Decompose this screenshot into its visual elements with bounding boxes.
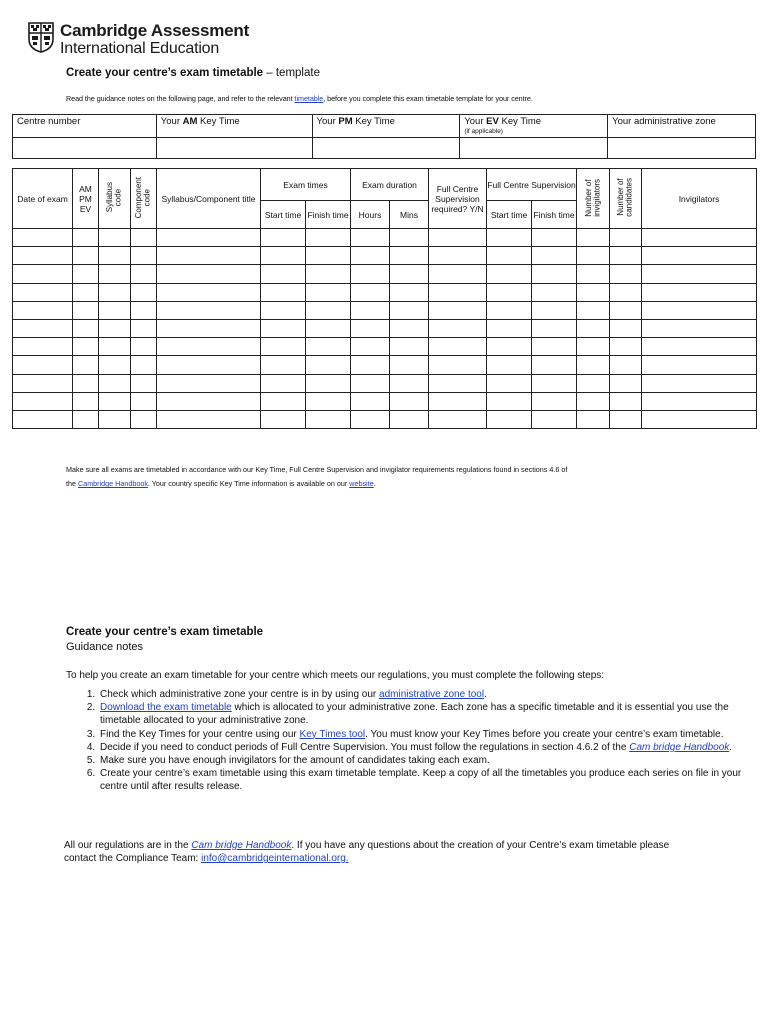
table-cell[interactable] (13, 374, 73, 392)
table-cell[interactable] (13, 410, 73, 428)
table-row (13, 392, 757, 410)
table-cell[interactable] (351, 338, 390, 356)
table-cell[interactable] (13, 301, 73, 319)
fcs-required-header: Full Centre Supervision required? Y/N (429, 169, 487, 229)
table-cell[interactable] (532, 265, 577, 283)
table-cell[interactable] (99, 410, 131, 428)
ev-note: (if applicable) (464, 128, 503, 135)
table-cell[interactable] (73, 301, 99, 319)
table-cell[interactable] (429, 247, 487, 265)
table-cell[interactable] (99, 283, 131, 301)
table-cell[interactable] (157, 338, 261, 356)
table-cell[interactable] (351, 247, 390, 265)
key-times-tool-link[interactable]: Key Times tool (299, 728, 366, 740)
table-cell[interactable] (131, 229, 157, 247)
table-cell[interactable] (532, 410, 577, 428)
table-cell[interactable] (487, 301, 532, 319)
fcs-finish-header: Finish time (532, 201, 577, 229)
download-timetable-link[interactable]: Download the exam timetable (100, 702, 232, 714)
table-cell[interactable] (13, 247, 73, 265)
table-cell[interactable] (429, 229, 487, 247)
table-row (13, 410, 757, 428)
table-cell[interactable] (577, 338, 610, 356)
table-cell[interactable] (642, 283, 757, 301)
table-cell[interactable] (532, 392, 577, 410)
step-2: 2. Download the exam timetable which is allocated to your administrative zone. Each zone has a specific timetable and it is essential you use the timetable allocated to your administrative zone. (98, 701, 748, 727)
table-cell[interactable] (73, 338, 99, 356)
table-cell[interactable] (73, 229, 99, 247)
table-row (13, 374, 757, 392)
table-cell[interactable] (157, 319, 261, 337)
table-cell[interactable] (577, 319, 610, 337)
table-cell[interactable] (73, 319, 99, 337)
table-cell[interactable] (131, 247, 157, 265)
table-cell[interactable] (157, 265, 261, 283)
table-cell[interactable] (429, 356, 487, 374)
am-key-time-label: Your AM Key Time (156, 115, 312, 138)
admin-zone-label: Your administrative zone (608, 115, 756, 138)
step-4: 4. Decide if you need to conduct periods of Full Centre Supervision. You must follow the regulations in section 4.6.2 of the Cam bridge Handbook. (98, 741, 748, 754)
regulations-note: Make sure all exams are timetabled in accordance with our Key Time, Full Centre Supervision and invigilator requirements regulations found in sections 4.6 of the Cambridge Handbook. Your country specific Key Time information is available on our website. (66, 465, 568, 488)
table-cell[interactable] (99, 301, 131, 319)
table-cell[interactable] (351, 229, 390, 247)
table-cell[interactable] (157, 356, 261, 374)
table-cell[interactable] (157, 374, 261, 392)
table-cell[interactable] (73, 356, 99, 374)
table-cell[interactable] (306, 265, 351, 283)
table-cell[interactable] (532, 356, 577, 374)
centre-number-field[interactable] (13, 138, 157, 159)
exam-times-header: Exam times (261, 169, 351, 201)
date-of-exam-header: Date of exam (13, 169, 73, 229)
logo-line-1: Cambridge Assessment (60, 21, 250, 40)
table-cell[interactable] (99, 247, 131, 265)
table-cell[interactable] (642, 229, 757, 247)
table-cell[interactable] (610, 410, 642, 428)
table-cell[interactable] (306, 319, 351, 337)
table-cell[interactable] (99, 392, 131, 410)
table-cell[interactable] (306, 229, 351, 247)
table-cell[interactable] (610, 265, 642, 283)
table-cell[interactable] (532, 319, 577, 337)
guidance-steps (66, 688, 748, 794)
table-cell[interactable] (261, 229, 306, 247)
table-cell[interactable] (157, 301, 261, 319)
admin-zone-field[interactable] (608, 138, 756, 159)
ev-key-time-field[interactable] (460, 138, 608, 159)
exam-duration-header: Exam duration (351, 169, 429, 201)
table-cell[interactable] (13, 392, 73, 410)
mins-header: Mins (390, 201, 429, 229)
table-cell[interactable] (577, 356, 610, 374)
table-cell[interactable] (13, 338, 73, 356)
table-cell[interactable] (610, 229, 642, 247)
table-cell[interactable] (610, 356, 642, 374)
table-cell[interactable] (610, 319, 642, 337)
table-cell[interactable] (390, 247, 429, 265)
table-cell[interactable] (642, 247, 757, 265)
table-cell[interactable] (610, 283, 642, 301)
table-cell[interactable] (429, 301, 487, 319)
table-cell[interactable] (13, 319, 73, 337)
table-cell[interactable] (390, 229, 429, 247)
table-cell[interactable] (610, 392, 642, 410)
table-cell[interactable] (261, 247, 306, 265)
table-cell[interactable] (99, 356, 131, 374)
table-cell[interactable] (577, 229, 610, 247)
handbook-link-footer[interactable]: Cam bridge Handbook (191, 840, 292, 851)
table-cell[interactable] (351, 410, 390, 428)
table-cell[interactable] (642, 319, 757, 337)
shield-icon (28, 22, 54, 53)
pm-key-time-field[interactable] (312, 138, 460, 159)
table-row (13, 301, 757, 319)
logo-line-2: International Education (60, 40, 220, 57)
table-cell[interactable] (99, 338, 131, 356)
admin-zone-tool-link[interactable]: administrative zone tool (379, 689, 485, 700)
table-cell[interactable] (577, 301, 610, 319)
table-cell[interactable] (131, 338, 157, 356)
step-1: 1. Check which administrative zone your centre is in by using our administrative zone tool. (98, 688, 748, 701)
intro-text: Read the guidance notes on the following page, and refer to the relevant timetable, before you complete this exam timetable template for your centre. (66, 94, 533, 103)
table-cell[interactable] (390, 392, 429, 410)
table-cell[interactable] (351, 392, 390, 410)
timetable-rows (13, 229, 757, 429)
table-row (13, 319, 757, 337)
table-cell[interactable] (131, 265, 157, 283)
table-cell[interactable] (610, 301, 642, 319)
step-3: 3. Find the Key Times for your centre using our Key Times tool. You must know your Key Times before you create your centre’s exam timetable. (98, 728, 748, 741)
table-cell[interactable] (13, 265, 73, 283)
guidance-intro: To help you create an exam timetable for your centre which meets our regulations, you must complete the following steps: (66, 670, 605, 681)
table-cell[interactable] (642, 392, 757, 410)
table-cell[interactable] (261, 410, 306, 428)
table-cell[interactable] (351, 356, 390, 374)
table-cell[interactable] (13, 356, 73, 374)
ev-key-time-label: Your EV Key Time (if applicable) (460, 115, 608, 138)
table-cell[interactable] (261, 319, 306, 337)
table-cell[interactable] (429, 338, 487, 356)
table-cell[interactable] (610, 247, 642, 265)
table-cell[interactable] (131, 283, 157, 301)
table-cell[interactable] (610, 374, 642, 392)
invigilators-header: Invigilators (642, 169, 757, 229)
table-cell[interactable] (487, 247, 532, 265)
table-cell[interactable] (157, 410, 261, 428)
table-cell[interactable] (131, 319, 157, 337)
table-cell[interactable] (487, 319, 532, 337)
table-cell[interactable] (306, 283, 351, 301)
table-cell[interactable] (306, 392, 351, 410)
table-cell[interactable] (261, 356, 306, 374)
table-cell[interactable] (642, 265, 757, 283)
table-cell[interactable] (13, 283, 73, 301)
table-cell[interactable] (131, 410, 157, 428)
table-cell[interactable] (532, 229, 577, 247)
table-cell[interactable] (306, 410, 351, 428)
step-5: 5. Make sure you have enough invigilators for the amount of candidates taking each exam. (98, 754, 748, 767)
document-title: Create your centre’s exam timetable – template (66, 67, 320, 79)
table-cell[interactable] (73, 283, 99, 301)
fcs-header: Full Centre Supervision (487, 169, 577, 201)
table-cell[interactable] (642, 338, 757, 356)
hours-header: Hours (351, 201, 390, 229)
table-cell[interactable] (157, 247, 261, 265)
centre-details-table (12, 114, 756, 159)
table-cell[interactable] (306, 301, 351, 319)
fcs-start-header: Start time (487, 201, 532, 229)
table-row (13, 338, 757, 356)
table-cell[interactable] (487, 229, 532, 247)
syllabus-code-header: Syllabus code (99, 169, 131, 229)
compliance-email-link[interactable]: info@cambridgeinternational.org. (201, 853, 349, 865)
num-invigilators-header: Number of invigilators (577, 169, 610, 229)
table-cell[interactable] (642, 410, 757, 428)
cambridge-logo (28, 22, 249, 58)
table-cell[interactable] (577, 265, 610, 283)
table-cell[interactable] (131, 356, 157, 374)
table-cell[interactable] (532, 283, 577, 301)
table-cell[interactable] (73, 247, 99, 265)
timetable-link[interactable]: timetable (294, 94, 324, 103)
session-header: AM PM EV (73, 169, 99, 229)
table-cell[interactable] (487, 410, 532, 428)
am-key-time-field[interactable] (156, 138, 312, 159)
table-cell[interactable] (577, 247, 610, 265)
table-cell[interactable] (261, 338, 306, 356)
table-row (13, 283, 757, 301)
website-link[interactable]: website (349, 479, 374, 488)
table-cell[interactable] (532, 338, 577, 356)
table-cell[interactable] (99, 229, 131, 247)
handbook-link[interactable]: Cambridge Handbook (78, 479, 148, 488)
table-cell[interactable] (642, 374, 757, 392)
table-cell[interactable] (390, 319, 429, 337)
table-cell[interactable] (99, 374, 131, 392)
table-row (13, 229, 757, 247)
table-cell[interactable] (99, 319, 131, 337)
table-cell[interactable] (351, 319, 390, 337)
table-cell[interactable] (577, 374, 610, 392)
table-cell[interactable] (73, 392, 99, 410)
component-code-header: Component code (131, 169, 157, 229)
finish-time-header: Finish time (306, 201, 351, 229)
table-cell[interactable] (13, 229, 73, 247)
table-cell[interactable] (429, 283, 487, 301)
table-row (13, 356, 757, 374)
table-cell[interactable] (261, 392, 306, 410)
start-time-header: Start time (261, 201, 306, 229)
table-cell[interactable] (306, 338, 351, 356)
table-cell[interactable] (131, 301, 157, 319)
syllabus-title-header: Syllabus/Component title (157, 169, 261, 229)
table-cell[interactable] (261, 374, 306, 392)
table-cell[interactable] (487, 356, 532, 374)
table-cell[interactable] (351, 283, 390, 301)
table-cell[interactable] (487, 265, 532, 283)
num-candidates-header: Number of candidates (610, 169, 642, 229)
table-cell[interactable] (577, 283, 610, 301)
table-cell[interactable] (429, 265, 487, 283)
table-cell[interactable] (487, 283, 532, 301)
table-cell[interactable] (532, 247, 577, 265)
table-cell[interactable] (306, 374, 351, 392)
table-cell[interactable] (429, 392, 487, 410)
table-cell[interactable] (390, 301, 429, 319)
table-cell[interactable] (429, 374, 487, 392)
table-cell[interactable] (351, 374, 390, 392)
table-cell[interactable] (261, 265, 306, 283)
table-cell[interactable] (429, 319, 487, 337)
table-cell[interactable] (577, 392, 610, 410)
table-cell[interactable] (261, 283, 306, 301)
handbook-link-step4[interactable]: Cam bridge Handbook (629, 741, 730, 753)
table-cell[interactable] (131, 374, 157, 392)
centre-number-label: Centre number (13, 115, 157, 138)
table-cell[interactable] (157, 392, 261, 410)
table-cell[interactable] (390, 356, 429, 374)
table-cell[interactable] (390, 338, 429, 356)
table-cell[interactable] (390, 283, 429, 301)
table-cell[interactable] (390, 374, 429, 392)
table-cell[interactable] (73, 265, 99, 283)
table-cell[interactable] (157, 283, 261, 301)
table-cell[interactable] (532, 374, 577, 392)
table-cell[interactable] (487, 392, 532, 410)
table-cell[interactable] (429, 410, 487, 428)
table-cell[interactable] (390, 265, 429, 283)
table-cell[interactable] (642, 301, 757, 319)
table-cell[interactable] (642, 356, 757, 374)
exam-timetable-table (12, 168, 757, 429)
table-cell[interactable] (306, 247, 351, 265)
guidance-subtitle: Guidance notes (66, 641, 144, 653)
step-6: 6. Create your centre’s exam timetable using this exam timetable template. Keep a copy of all the timetables you produce each series on file in your centre until after results release. (98, 767, 748, 793)
table-cell[interactable] (73, 374, 99, 392)
table-cell[interactable] (99, 265, 131, 283)
table-cell[interactable] (610, 338, 642, 356)
table-cell[interactable] (577, 410, 610, 428)
guidance-footer: All our regulations are in the Cam bridge Handbook. If you have any questions about the creation of your Centre’s exam timetable please contact the Compliance Team: info@cambridgeinternational.org. (64, 840, 670, 865)
table-cell[interactable] (306, 356, 351, 374)
table-cell[interactable] (131, 392, 157, 410)
table-cell[interactable] (157, 229, 261, 247)
table-cell[interactable] (487, 374, 532, 392)
table-cell[interactable] (390, 410, 429, 428)
table-cell[interactable] (73, 410, 99, 428)
table-cell[interactable] (487, 338, 532, 356)
table-row (13, 265, 757, 283)
table-cell[interactable] (261, 301, 306, 319)
guidance-title: Create your centre’s exam timetable (66, 626, 264, 638)
table-row (13, 247, 757, 265)
table-cell[interactable] (532, 301, 577, 319)
table-cell[interactable] (351, 301, 390, 319)
pm-key-time-label: Your PM Key Time (312, 115, 460, 138)
table-cell[interactable] (351, 265, 390, 283)
